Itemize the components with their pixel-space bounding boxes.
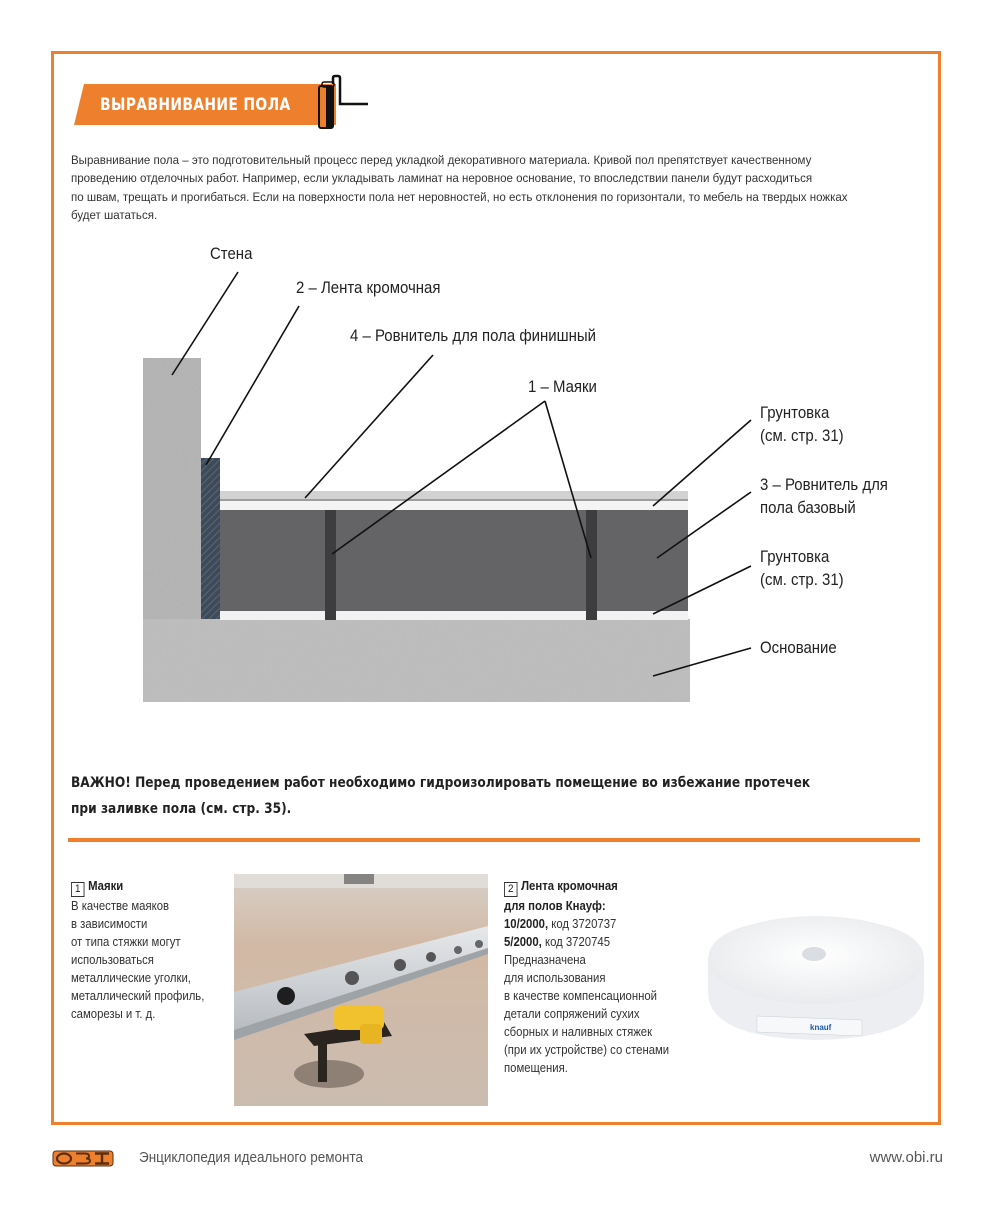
intro-line: будет шататься.: [71, 207, 158, 222]
product-text-line: В качестве маяков: [71, 899, 170, 913]
product-text-line: от типа стяжки могут: [71, 935, 181, 949]
intro-line: Выравнивание пола – это подготовительный процесс перед укладкой декоративного материала. Кривой пол препятствует качественному: [71, 153, 812, 167]
product-title-row: [71, 877, 204, 897]
product-text-line: помещения.: [504, 1061, 568, 1075]
label-primer-bottom: Грунтовка: [760, 547, 830, 566]
intro-line: по швам, трещать и прогибаться. Если на поверхности пола нет неровностей, но есть отклонения по горизонтали, то мебель на твердых ножках: [71, 189, 848, 204]
section-divider: [68, 838, 920, 842]
metal-beacon-profile-photo: [234, 874, 488, 1106]
product-text-line: металлический профиль,: [71, 989, 205, 1003]
label-beacons: 1 – Маяки: [528, 377, 597, 396]
obi-logo: [52, 1150, 114, 1167]
knauf-package-logo: knauf: [810, 1023, 832, 1032]
important-line: при заливке пола (см. стр. 35).: [71, 801, 292, 817]
product-text-line: сборных и наливных стяжек: [504, 1025, 653, 1039]
product-title: Лента кромочная: [521, 879, 618, 893]
product-text-line: саморезы и т. д.: [71, 1007, 156, 1021]
label-edge-tape: 2 – Лента кромочная: [296, 278, 441, 297]
label-primer-bottom-ref: (см. стр. 31): [760, 570, 844, 589]
product-code-row: [504, 915, 669, 933]
label-primer-top-ref: (см. стр. 31): [760, 426, 844, 445]
product-text-line: в качестве компенсационной: [504, 989, 657, 1003]
product-size: 5/2000,: [504, 935, 542, 949]
product-text-line: (при их устройстве) со стенами: [504, 1043, 670, 1057]
product-text-line: детали сопряжений сухих: [504, 1007, 640, 1021]
product-code: код 3720737: [551, 917, 617, 931]
product-code: код 3720745: [544, 935, 611, 949]
product-title-row: [504, 877, 669, 897]
label-wall: Стена: [210, 244, 253, 263]
section-header-banner: [74, 84, 336, 125]
important-note: [71, 770, 845, 822]
product-code-row: [504, 933, 669, 951]
product-number-badge: 1: [71, 882, 85, 897]
label-finish-leveler: 4 – Ровнитель для пола финишный: [350, 326, 597, 345]
edge-tape-roll-photo: [702, 890, 930, 1060]
product-text-line: использоваться: [71, 953, 154, 967]
paint-roller-icon: [316, 74, 370, 132]
product-title: Маяки: [88, 879, 124, 893]
product-text-line: для использования: [504, 971, 606, 985]
label-base-leveler-cont: пола базовый: [760, 498, 856, 517]
intro-paragraph: [71, 151, 931, 224]
product-edge-tape-description: [504, 877, 669, 1077]
label-foundation: Основание: [760, 638, 837, 657]
product-text-line: Предназначена: [504, 953, 586, 967]
label-base-leveler: 3 – Ровнитель для: [760, 475, 888, 494]
product-size: 10/2000,: [504, 917, 549, 931]
footer-tagline: Энциклопедия идеального ремонта: [139, 1149, 364, 1166]
section-title: ВЫРАВНИВАНИЕ ПОЛА: [100, 95, 291, 115]
important-line: ВАЖНО! Перед проведением работ необходимо гидроизолировать помещение во избежание протечек: [71, 775, 811, 791]
product-number-badge: 2: [504, 882, 518, 897]
intro-line: проведению отделочных работ. Например, если укладывать ламинат на неровное основание, то впоследствии панели будут расходиться: [71, 171, 813, 186]
footer-url-link[interactable]: www.obi.ru: [869, 1149, 943, 1166]
product-text-line: в зависимости: [71, 917, 148, 931]
product-title-cont: для полов Кнауф:: [504, 899, 606, 913]
product-beacons-description: [71, 877, 204, 1023]
product-text-line: металлические уголки,: [71, 971, 191, 985]
label-primer-top: Грунтовка: [760, 403, 830, 422]
